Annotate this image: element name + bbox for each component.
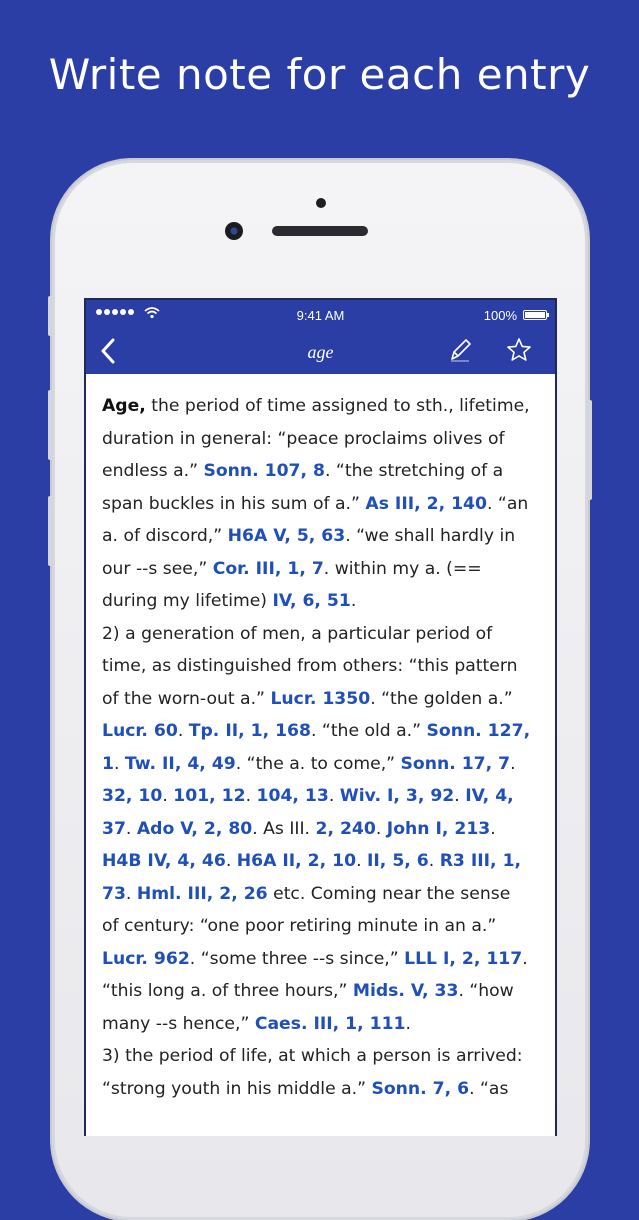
reference-link[interactable]: H4B IV, 4, 46 — [102, 851, 226, 871]
reference-link[interactable]: Sonn. 17, 7 — [400, 753, 511, 774]
headline: Write note for each entry — [48, 50, 591, 99]
entry-text: . within my a. (== during my lifetime) — [102, 558, 482, 611]
entry-text: . — [350, 591, 357, 611]
entry-text: . — [454, 786, 466, 806]
reference-link[interactable]: II, 5, 6 — [367, 851, 429, 871]
entry-text: . — [375, 818, 387, 839]
entry-text: . “as — [469, 1078, 509, 1099]
reference-link[interactable]: Sonn. 7, 6 — [371, 1078, 470, 1099]
reference-link[interactable]: Mids. V, 33 — [352, 981, 459, 1001]
entry-text: . — [510, 753, 516, 774]
reference-link[interactable]: 101, 12 — [173, 786, 246, 806]
proximity-sensor — [316, 198, 326, 208]
entry-text: . “the golden a.” — [370, 688, 513, 709]
entry-text: . “this long a. of three hours,” — [102, 948, 528, 1001]
earpiece-speaker — [272, 226, 368, 236]
reference-link[interactable]: LLL I, 2, 117 — [404, 948, 523, 969]
entry-paragraph-3 — [102, 1040, 532, 1105]
reference-link[interactable]: John I, 213 — [386, 818, 491, 839]
power-button — [587, 400, 592, 500]
reference-link[interactable]: H6A V, 5, 63 — [227, 526, 346, 546]
entry-paragraph-1 — [102, 390, 532, 618]
reference-link[interactable]: Cor. III, 1, 7 — [212, 558, 324, 579]
entry-text: the period of time assigned to sth., lifetime, duration in general: “peace proclaims olives of endless a.” — [102, 396, 530, 481]
entry-text: 2) a generation of men, a particular period of time, as distinguished from others: “this pattern of the worn-out a.” — [102, 623, 518, 709]
entry-text: . — [125, 818, 137, 839]
side-button — [48, 296, 53, 336]
reference-link[interactable]: IV, 4, 37 — [102, 786, 514, 839]
entry-text: . — [225, 851, 237, 871]
reference-link[interactable]: Wiv. I, 3, 92 — [339, 786, 455, 806]
pencil-icon[interactable] — [448, 337, 472, 363]
navigation-bar — [86, 300, 555, 374]
entry-text: . — [490, 818, 496, 839]
reference-link[interactable]: Sonn. 107, 8 — [203, 461, 325, 481]
entry-text: . “an a. of discord,” — [102, 493, 529, 546]
entry-text: . “we shall hardly in our --s see,” — [102, 526, 516, 579]
entry-text: . “how many --s hence,” — [102, 981, 514, 1034]
entry-content — [102, 390, 532, 1105]
reference-link[interactable]: Tp. II, 1, 168 — [188, 721, 311, 741]
entry-text: 3) the period of life, at which a person is arrived: “strong youth in his middle a.” — [102, 1046, 523, 1099]
entry-text: etc. Coming near the sense of century: “one poor retiring minute in an a.” — [102, 883, 511, 936]
battery-icon — [523, 310, 547, 320]
reference-link[interactable]: IV, 6, 51 — [272, 591, 351, 611]
front-camera — [225, 222, 243, 240]
entry-text: . — [428, 851, 440, 871]
entry-headword: Age, — [102, 396, 146, 416]
reference-link[interactable]: Hml. III, 2, 26 — [136, 883, 268, 904]
entry-text: . — [125, 883, 137, 904]
volume-up-button — [48, 390, 53, 460]
reference-link[interactable]: Lucr. 60 — [102, 721, 178, 741]
entry-text: . — [328, 786, 340, 806]
battery-percent: 100% — [483, 308, 517, 323]
status-bar — [86, 306, 555, 326]
reference-link[interactable]: 32, 10 — [102, 786, 163, 806]
entry-text: . — [177, 721, 189, 741]
entry-text: . “the stretching of a span buckles in his sum of a.” — [102, 461, 504, 514]
reference-link[interactable]: Lucr. 1350 — [270, 688, 371, 709]
app-screen — [84, 298, 557, 1136]
entry-text: . — [162, 786, 174, 806]
entry-text: . As III. — [252, 818, 316, 839]
volume-down-button — [48, 496, 53, 566]
nav-title: age — [307, 342, 334, 362]
reference-link[interactable]: 2, 240 — [315, 818, 376, 839]
entry-paragraph-2 — [102, 618, 532, 1041]
entry-text: . “the old a.” — [310, 721, 427, 741]
reference-link[interactable]: As III, 2, 140 — [365, 493, 487, 514]
status-time: 9:41 AM — [296, 308, 345, 323]
reference-link[interactable]: 104, 13 — [256, 786, 329, 806]
reference-link[interactable]: H6A II, 2, 10 — [236, 851, 357, 871]
entry-text: . — [113, 753, 125, 774]
reference-link[interactable]: Tw. II, 4, 49 — [124, 753, 236, 774]
entry-text: . — [245, 786, 257, 806]
reference-link[interactable]: R3 III, 1, 73 — [102, 851, 522, 904]
entry-text: . — [356, 851, 368, 871]
reference-link[interactable]: Lucr. 962 — [102, 948, 190, 969]
reference-link[interactable]: Caes. III, 1, 111 — [254, 1013, 406, 1034]
reference-link[interactable]: Ado V, 2, 80 — [136, 818, 253, 839]
entry-text: . “the a. to come,” — [235, 753, 401, 774]
entry-text: . — [405, 1013, 411, 1034]
entry-text: . “some three --s since,” — [189, 948, 405, 969]
star-icon[interactable] — [506, 337, 532, 363]
reference-link[interactable]: Sonn. 127, 1 — [102, 721, 531, 774]
